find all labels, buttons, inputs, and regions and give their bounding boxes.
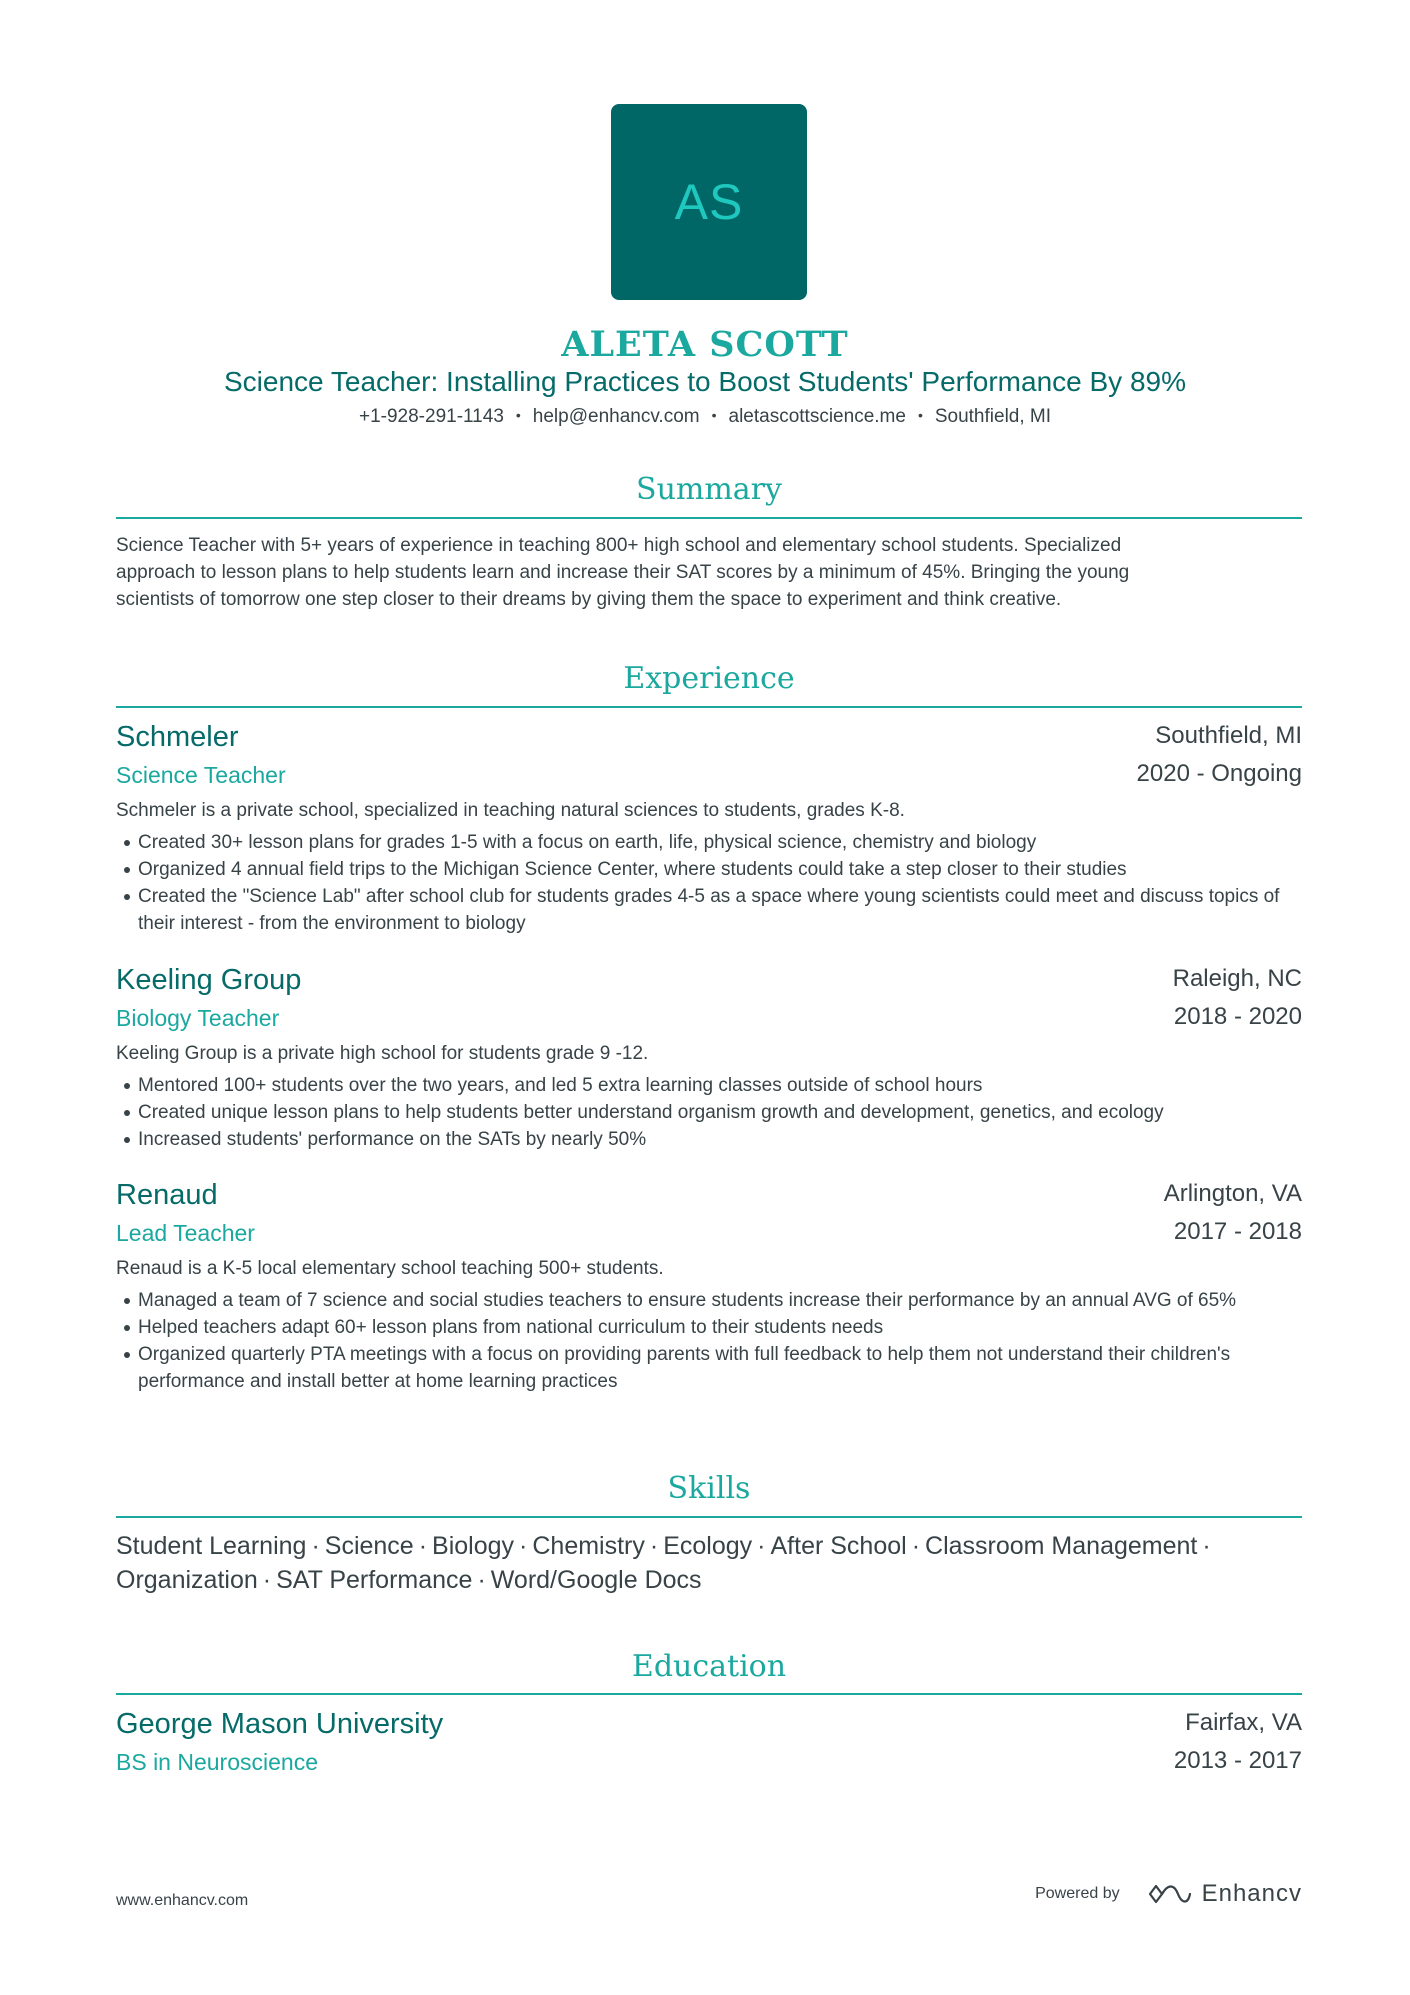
bullet-item: Organized quarterly PTA meetings with a focus on providing parents with full feedback to help them not understand their children's performance and install better at home learning practices — [116, 1341, 1302, 1395]
contact-website[interactable]: aletascottscience.me — [728, 406, 906, 427]
summary-line: scientists of tomorrow one step closer to their dreams by giving them the space to experiment and think creative. — [116, 589, 1062, 610]
summary-text — [116, 532, 1306, 613]
footer-powered-by — [1035, 1880, 1302, 1908]
skill-item: Classroom Management — [925, 1532, 1198, 1560]
enhancv-logo[interactable] — [1146, 1880, 1302, 1908]
job-role: Science Teacher — [116, 762, 286, 788]
skill-item: Word/Google Docs — [490, 1566, 702, 1594]
separator-dot: · — [418, 1532, 428, 1560]
skill-item: SAT Performance — [276, 1566, 473, 1594]
separator-dot: · — [911, 1532, 921, 1560]
separator-dot: · — [1202, 1532, 1211, 1560]
bullet-item: Helped teachers adapt 60+ lesson plans from national curriculum to their students needs — [116, 1314, 1302, 1341]
education-dates: 2013 - 2017 — [1173, 1747, 1302, 1774]
candidate-headline: Science Teacher: Installing Practices to Boost Students' Performance By 89% — [224, 366, 1186, 397]
separator-dot: · — [519, 1532, 528, 1560]
contact-line — [0, 406, 1410, 428]
separator-dot: · — [477, 1566, 486, 1594]
enhancv-logo-icon — [1146, 1882, 1192, 1906]
contact-location: Southfield, MI — [934, 406, 1052, 427]
skill-item: After School — [770, 1532, 907, 1560]
bullet-item: Mentored 100+ students over the two years, and led 5 extra learning classes outside of school hours — [116, 1072, 1302, 1099]
bullet-item: Created 30+ lesson plans for grades 1-5 with a focus on earth, life, physical science, chemistry and biology — [116, 829, 1302, 856]
skill-item: Organization — [116, 1566, 258, 1594]
job-location: Southfield, MI — [1155, 722, 1302, 749]
bullet-item: Created the "Science Lab" after school club for students grades 4-5 as a space where young scientists could meet and discuss topics of their interest - from the environment to biology — [116, 883, 1302, 937]
bullet-item: Organized 4 annual field trips to the Michigan Science Center, where students could take a step closer to their studies — [116, 856, 1302, 883]
separator-dot: · — [757, 1532, 766, 1560]
bullet-item: Created unique lesson plans to help students better understand organism growth and development, genetics, and ecology — [116, 1099, 1302, 1126]
education-degree: BS in Neuroscience — [116, 1749, 318, 1775]
job-dates: 2020 - Ongoing — [1136, 760, 1302, 787]
job-role: Biology Teacher — [116, 1005, 280, 1031]
separator-dot: · — [262, 1566, 272, 1594]
job-bullets — [116, 1072, 1302, 1153]
candidate-name: ALETA SCOTT — [561, 324, 849, 365]
job-description: Keeling Group is a private high school for students grade 9 -12. — [116, 1043, 649, 1064]
avatar-initials: AS — [674, 174, 744, 230]
section-title-summary: Summary — [636, 472, 782, 507]
skill-item: Science — [324, 1532, 414, 1560]
job-location: Arlington, VA — [1163, 1180, 1302, 1207]
job-bullets — [116, 1287, 1302, 1395]
separator-dot: • — [917, 407, 923, 423]
section-divider — [116, 1516, 1302, 1518]
bullet-item: Managed a team of 7 science and social studies teachers to ensure students increase their performance by an annual AVG of 65% — [116, 1287, 1302, 1314]
skill-item: Biology — [432, 1532, 515, 1560]
contact-email[interactable]: help@enhancv.com — [532, 406, 700, 427]
job-location: Raleigh, NC — [1172, 965, 1302, 992]
summary-line: approach to lesson plans to help students learn and increase their SAT scores by a minimum of 45%. Bringing the young — [116, 562, 1130, 583]
summary-line: Science Teacher with 5+ years of experience in teaching 800+ high school and elementary school students. Specialized — [116, 535, 1122, 556]
education-location: Fairfax, VA — [1185, 1709, 1302, 1736]
job-company: Keeling Group — [116, 964, 302, 996]
skills-list — [116, 1529, 1302, 1597]
job-dates: 2018 - 2020 — [1173, 1003, 1302, 1030]
job-description: Schmeler is a private school, specialized in teaching natural sciences to students, grades K-8. — [116, 800, 905, 821]
skill-item: Student Learning — [116, 1532, 307, 1560]
section-title-experience: Experience — [623, 661, 795, 696]
separator-dot: · — [649, 1532, 659, 1560]
contact-phone[interactable]: +1-928-291-1143 — [358, 406, 504, 427]
brand-name: Enhancv — [1201, 1880, 1302, 1907]
avatar — [611, 104, 807, 300]
skill-item: Ecology — [663, 1532, 753, 1560]
bullet-item: Increased students' performance on the SATs by nearly 50% — [116, 1126, 1302, 1153]
powered-by-label: Powered by — [1035, 1885, 1120, 1902]
separator-dot: · — [311, 1532, 320, 1560]
job-company: Schmeler — [116, 721, 239, 753]
section-divider — [116, 517, 1302, 519]
job-dates: 2017 - 2018 — [1173, 1218, 1302, 1245]
separator-dot: • — [515, 407, 521, 423]
section-divider — [116, 1693, 1302, 1695]
section-title-education: Education — [631, 1649, 787, 1684]
job-company: Renaud — [116, 1179, 218, 1211]
separator-dot: • — [711, 407, 717, 423]
section-divider — [116, 706, 1302, 708]
footer-website[interactable]: www.enhancv.com — [116, 1892, 249, 1909]
skill-item: Chemistry — [532, 1532, 645, 1560]
job-description: Renaud is a K-5 local elementary school teaching 500+ students. — [116, 1258, 664, 1279]
section-title-skills: Skills — [667, 1471, 751, 1506]
job-role: Lead Teacher — [116, 1220, 255, 1246]
job-bullets — [116, 829, 1302, 937]
education-school: George Mason University — [116, 1708, 444, 1740]
